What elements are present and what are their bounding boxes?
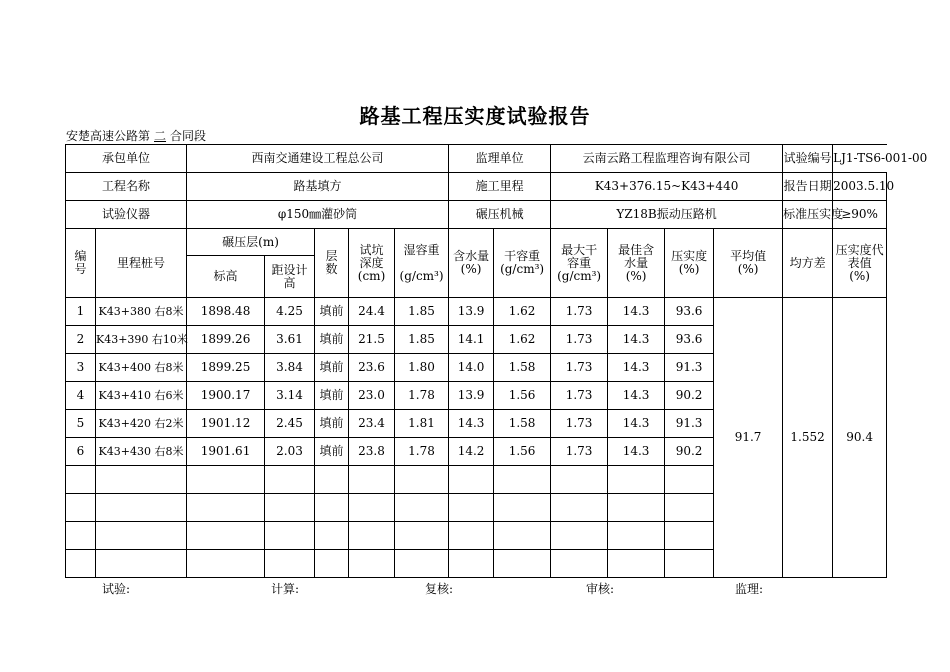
info-row-3: [66, 201, 887, 229]
row-dry: 1.62: [494, 326, 551, 354]
col-distance-header: 距设计高: [265, 256, 315, 298]
row-elevation: 1899.25: [187, 354, 265, 382]
row-depth: 23.0: [349, 382, 395, 410]
test-no-label: 试验编号: [783, 145, 833, 173]
row-wet: 1.80: [395, 354, 449, 382]
roller-value: YZ18B振动压路机: [551, 201, 783, 229]
row-distance: 3.14: [265, 382, 315, 410]
row-elevation: 1898.48: [187, 298, 265, 326]
col-opt-moisture-header: [608, 229, 665, 298]
auditor-label: 审核:: [586, 582, 615, 596]
section-suffix: 合同段: [170, 129, 207, 143]
row-max-dry: 1.73: [551, 326, 608, 354]
contractor-value: 西南交通建设工程总公司: [187, 145, 449, 173]
row-compaction: 93.6: [665, 326, 714, 354]
col-wet-density-header: [395, 229, 449, 298]
row-max-dry: 1.73: [551, 382, 608, 410]
col-dry-density-header: [494, 229, 551, 298]
row-no: 4: [66, 382, 96, 410]
row-dry: 1.56: [494, 382, 551, 410]
contract-section: [66, 127, 206, 144]
row-dry: 1.62: [494, 298, 551, 326]
row-wet: 1.78: [395, 382, 449, 410]
row-depth: 23.4: [349, 410, 395, 438]
supervisor-value: 云南云路工程监理咨询有限公司: [551, 145, 783, 173]
col-rep-value-header: [833, 229, 887, 298]
report-table: [65, 144, 928, 578]
row-layer: 填前: [315, 438, 349, 466]
row-no: 2: [66, 326, 96, 354]
row-opt: 14.3: [608, 382, 665, 410]
row-moisture: 14.2: [449, 438, 494, 466]
row-moisture: 13.9: [449, 298, 494, 326]
col-mean-header: [714, 229, 783, 298]
moisture-unit: (%): [460, 262, 482, 276]
table-row: [66, 298, 887, 326]
row-layer: 填前: [315, 326, 349, 354]
tester-label: 试验:: [102, 582, 131, 596]
mean-label: 平均值: [730, 249, 767, 263]
dry-density-label: 干容重: [504, 249, 541, 263]
row-max-dry: 1.73: [551, 354, 608, 382]
row-compaction: 93.6: [665, 298, 714, 326]
row-station: K43+410 右6米: [96, 382, 187, 410]
summary-std-dev: 1.552: [783, 298, 833, 578]
calculator-label: 计算:: [271, 582, 300, 596]
row-depth: 24.4: [349, 298, 395, 326]
info-row-1: [66, 145, 887, 173]
row-moisture: 13.9: [449, 382, 494, 410]
compaction-label: 压实度: [671, 249, 708, 263]
rep-value-unit: (%): [849, 268, 870, 283]
row-distance: 2.03: [265, 438, 315, 466]
moisture-label: 含水量: [453, 249, 490, 263]
column-header-row-1: [66, 229, 887, 256]
opt-moisture-label: 最佳含水量: [618, 242, 655, 270]
row-wet: 1.78: [395, 438, 449, 466]
row-distance: 3.61: [265, 326, 315, 354]
row-layer: 填前: [315, 298, 349, 326]
roller-label: 碾压机械: [449, 201, 551, 229]
contractor-label: 承包单位: [66, 145, 187, 173]
wet-density-label: 湿容重: [403, 242, 440, 257]
section-prefix: 安楚高速公路第: [66, 129, 151, 143]
row-station: K43+430 右8米: [96, 438, 187, 466]
mileage-value: K43+376.15~K43+440: [551, 173, 783, 201]
col-station-header: 里程桩号: [96, 229, 187, 298]
row-elevation: 1900.17: [187, 382, 265, 410]
row-distance: 4.25: [265, 298, 315, 326]
col-pit-depth-header: [349, 229, 395, 298]
row-compaction: 90.2: [665, 382, 714, 410]
mean-unit: (%): [737, 262, 759, 276]
std-compaction-label: 标准压实度: [783, 201, 833, 229]
row-no: 3: [66, 354, 96, 382]
row-wet: 1.85: [395, 298, 449, 326]
std-compaction-value: ≥90%: [833, 201, 887, 229]
col-no-header: 编号: [66, 229, 96, 298]
reviewer-label: 复核:: [425, 582, 454, 596]
row-station: K43+390 右10米: [96, 326, 187, 354]
row-station: K43+420 右2米: [96, 410, 187, 438]
row-max-dry: 1.73: [551, 438, 608, 466]
row-moisture: 14.0: [449, 354, 494, 382]
pit-depth-unit: (cm): [357, 268, 386, 283]
supervisor-sign-label: 监理:: [735, 582, 764, 596]
row-elevation: 1901.61: [187, 438, 265, 466]
instrument-value: φ150㎜灌砂筒: [187, 201, 449, 229]
col-compaction-header: [665, 229, 714, 298]
opt-moisture-unit: (%): [625, 268, 647, 283]
max-dry-unit: (g/cm³): [557, 268, 602, 283]
row-wet: 1.85: [395, 326, 449, 354]
project-value: 路基填方: [187, 173, 449, 201]
instrument-label: 试验仪器: [66, 201, 187, 229]
rep-value-label: 压实度代表值: [835, 242, 884, 270]
col-std-dev-header: 均方差: [783, 229, 833, 298]
row-depth: 23.8: [349, 438, 395, 466]
page-title: 路基工程压实度试验报告: [359, 104, 591, 128]
row-compaction: 91.3: [665, 410, 714, 438]
row-no: 5: [66, 410, 96, 438]
row-opt: 14.3: [608, 326, 665, 354]
info-row-2: [66, 173, 887, 201]
col-layer-group-header: 碾压层(m): [187, 229, 315, 256]
project-label: 工程名称: [66, 173, 187, 201]
row-max-dry: 1.73: [551, 298, 608, 326]
wet-density-unit: (g/cm³): [399, 268, 444, 283]
row-dry: 1.58: [494, 410, 551, 438]
row-distance: 3.84: [265, 354, 315, 382]
row-compaction: 91.3: [665, 354, 714, 382]
row-wet: 1.81: [395, 410, 449, 438]
row-station: K43+380 右8米: [96, 298, 187, 326]
row-distance: 2.45: [265, 410, 315, 438]
summary-rep-value: 90.4: [833, 298, 887, 578]
row-layer: 填前: [315, 382, 349, 410]
row-layer: 填前: [315, 410, 349, 438]
signature-footer: [0, 580, 950, 596]
col-elevation-header: 标高: [187, 256, 265, 298]
test-no-value: LJ1-TS6-001-00: [833, 145, 887, 173]
section-number: 二: [154, 129, 167, 143]
row-station: K43+400 右8米: [96, 354, 187, 382]
row-elevation: 1901.12: [187, 410, 265, 438]
dry-density-unit: (g/cm³): [500, 262, 545, 276]
row-max-dry: 1.73: [551, 410, 608, 438]
supervisor-label: 监理单位: [449, 145, 551, 173]
summary-mean: 91.7: [714, 298, 783, 578]
row-dry: 1.58: [494, 354, 551, 382]
row-opt: 14.3: [608, 354, 665, 382]
report-date-label: 报告日期: [783, 173, 833, 201]
row-compaction: 90.2: [665, 438, 714, 466]
row-opt: 14.3: [608, 438, 665, 466]
mileage-label: 施工里程: [449, 173, 551, 201]
pit-depth-label: 试坑深度: [359, 242, 384, 270]
row-depth: 23.6: [349, 354, 395, 382]
report-date-value: 2003.5.10: [833, 173, 887, 201]
row-no: 1: [66, 298, 96, 326]
row-elevation: 1899.26: [187, 326, 265, 354]
col-moisture-header: [449, 229, 494, 298]
row-moisture: 14.1: [449, 326, 494, 354]
col-max-dry-header: [551, 229, 608, 298]
col-layer-count-header: 层数: [315, 229, 349, 298]
compaction-unit: (%): [678, 262, 700, 276]
row-moisture: 14.3: [449, 410, 494, 438]
row-layer: 填前: [315, 354, 349, 382]
row-depth: 21.5: [349, 326, 395, 354]
row-opt: 14.3: [608, 298, 665, 326]
row-opt: 14.3: [608, 410, 665, 438]
max-dry-label: 最大干容重: [561, 242, 598, 270]
row-no: 6: [66, 438, 96, 466]
row-dry: 1.56: [494, 438, 551, 466]
